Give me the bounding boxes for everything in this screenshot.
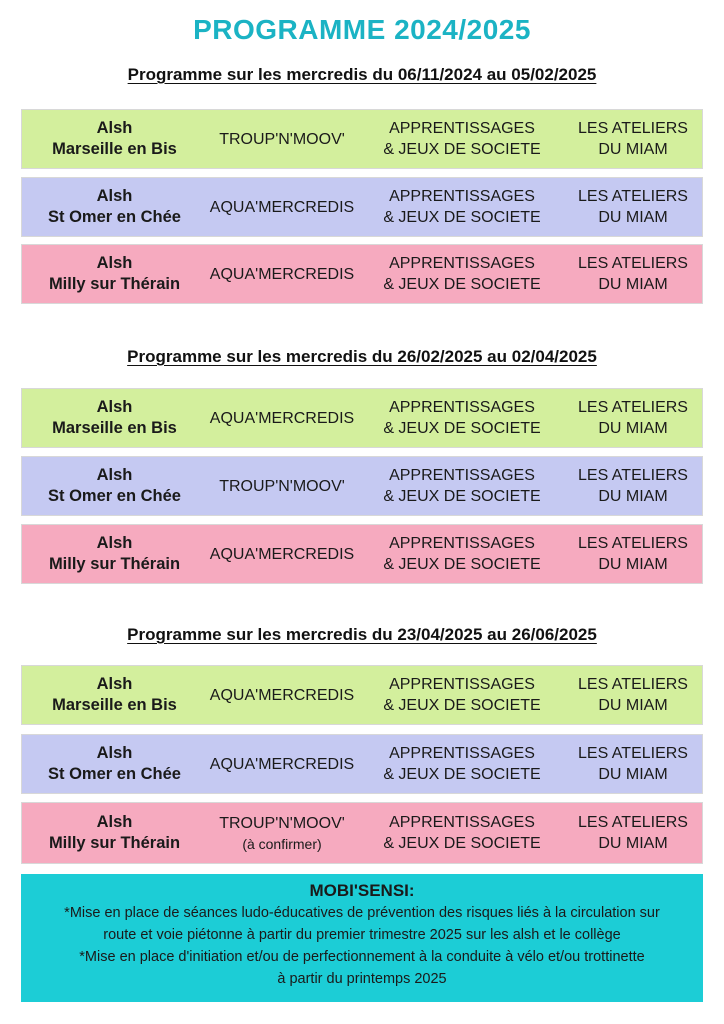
activity-cell: AQUA'MERCREDIS [209,409,355,427]
workshop-cell: APPRENTISSAGES & JEUX DE SOCIETE [383,467,541,505]
site-cell: Alsh Milly sur Thérain [48,813,181,852]
program-row [21,244,703,304]
mobi-sensi-title: MOBI'SENSI: [309,881,415,900]
program-row [21,665,703,725]
activity-cell: TROUP'N'MOOV' [219,477,345,495]
workshop-cell: APPRENTISSAGES & JEUX DE SOCIETE [383,188,541,226]
page-title: PROGRAMME 2024/2025 [193,14,531,45]
workshop-cell: APPRENTISSAGES & JEUX DE SOCIETE [383,255,541,293]
mobi-sensi-line: *Mise en place d'initiation et/ou de perfectionnement à la conduite à vélo et/ou trottinette [79,949,645,965]
workshop-cell: APPRENTISSAGES & JEUX DE SOCIETE [383,745,541,783]
atelier-cell: LES ATELIERS DU MIAM [578,676,688,714]
mobi-sensi-line: route et voie piétonne à partir du premier trimestre 2025 sur les alsh et le collège [103,927,621,943]
workshop-cell: APPRENTISSAGES & JEUX DE SOCIETE [383,399,541,437]
site-cell: Alsh St Omer en Chée [48,187,181,226]
mobi-sensi-line: à partir du printemps 2025 [277,971,447,987]
site-cell: Alsh Milly sur Thérain [48,254,181,293]
program-row [21,524,703,584]
site-cell: Alsh Marseille en Bis [52,675,177,714]
atelier-cell: LES ATELIERS DU MIAM [578,188,688,226]
activity-note: (à confirmer) [242,835,322,852]
workshop-cell: APPRENTISSAGES & JEUX DE SOCIETE [383,535,541,573]
activity-cell: AQUA'MERCREDIS [209,265,355,283]
atelier-cell: LES ATELIERS DU MIAM [578,255,688,293]
section-heading: Programme sur les mercredis du 26/02/2025 au 02/04/2025 [127,347,597,366]
site-cell: Alsh Milly sur Thérain [48,534,181,573]
mobi-sensi-box [21,874,703,1002]
program-row [21,388,703,448]
program-row [21,456,703,516]
workshop-cell: APPRENTISSAGES & JEUX DE SOCIETE [383,814,541,852]
activity-cell: AQUA'MERCREDIS [209,686,355,704]
section-heading: Programme sur les mercredis du 23/04/2025 au 26/06/2025 [127,625,597,644]
activity-cell: TROUP'N'MOOV' [219,130,345,148]
atelier-cell: LES ATELIERS DU MIAM [578,745,688,783]
site-cell: Alsh Marseille en Bis [52,398,177,437]
program-row [21,109,703,169]
activity-cell: AQUA'MERCREDIS [209,198,355,216]
program-row [21,802,703,864]
atelier-cell: LES ATELIERS DU MIAM [578,120,688,158]
site-cell: Alsh St Omer en Chée [48,466,181,505]
program-row [21,734,703,794]
mobi-sensi-line: *Mise en place de séances ludo-éducatives de prévention des risques liés à la circulation sur [64,905,660,921]
activity-cell: TROUP'N'MOOV' (à confirmer) [219,814,345,852]
section-heading: Programme sur les mercredis du 06/11/2024 au 05/02/2025 [127,65,597,84]
activity-cell: AQUA'MERCREDIS [209,755,355,773]
workshop-cell: APPRENTISSAGES & JEUX DE SOCIETE [383,676,541,714]
atelier-cell: LES ATELIERS DU MIAM [578,399,688,437]
activity-cell: AQUA'MERCREDIS [209,545,355,563]
atelier-cell: LES ATELIERS DU MIAM [578,535,688,573]
workshop-cell: APPRENTISSAGES & JEUX DE SOCIETE [383,120,541,158]
atelier-cell: LES ATELIERS DU MIAM [578,467,688,505]
program-row [21,177,703,237]
atelier-cell: LES ATELIERS DU MIAM [578,814,688,852]
site-cell: Alsh Marseille en Bis [52,119,177,158]
site-cell: Alsh St Omer en Chée [48,744,181,783]
